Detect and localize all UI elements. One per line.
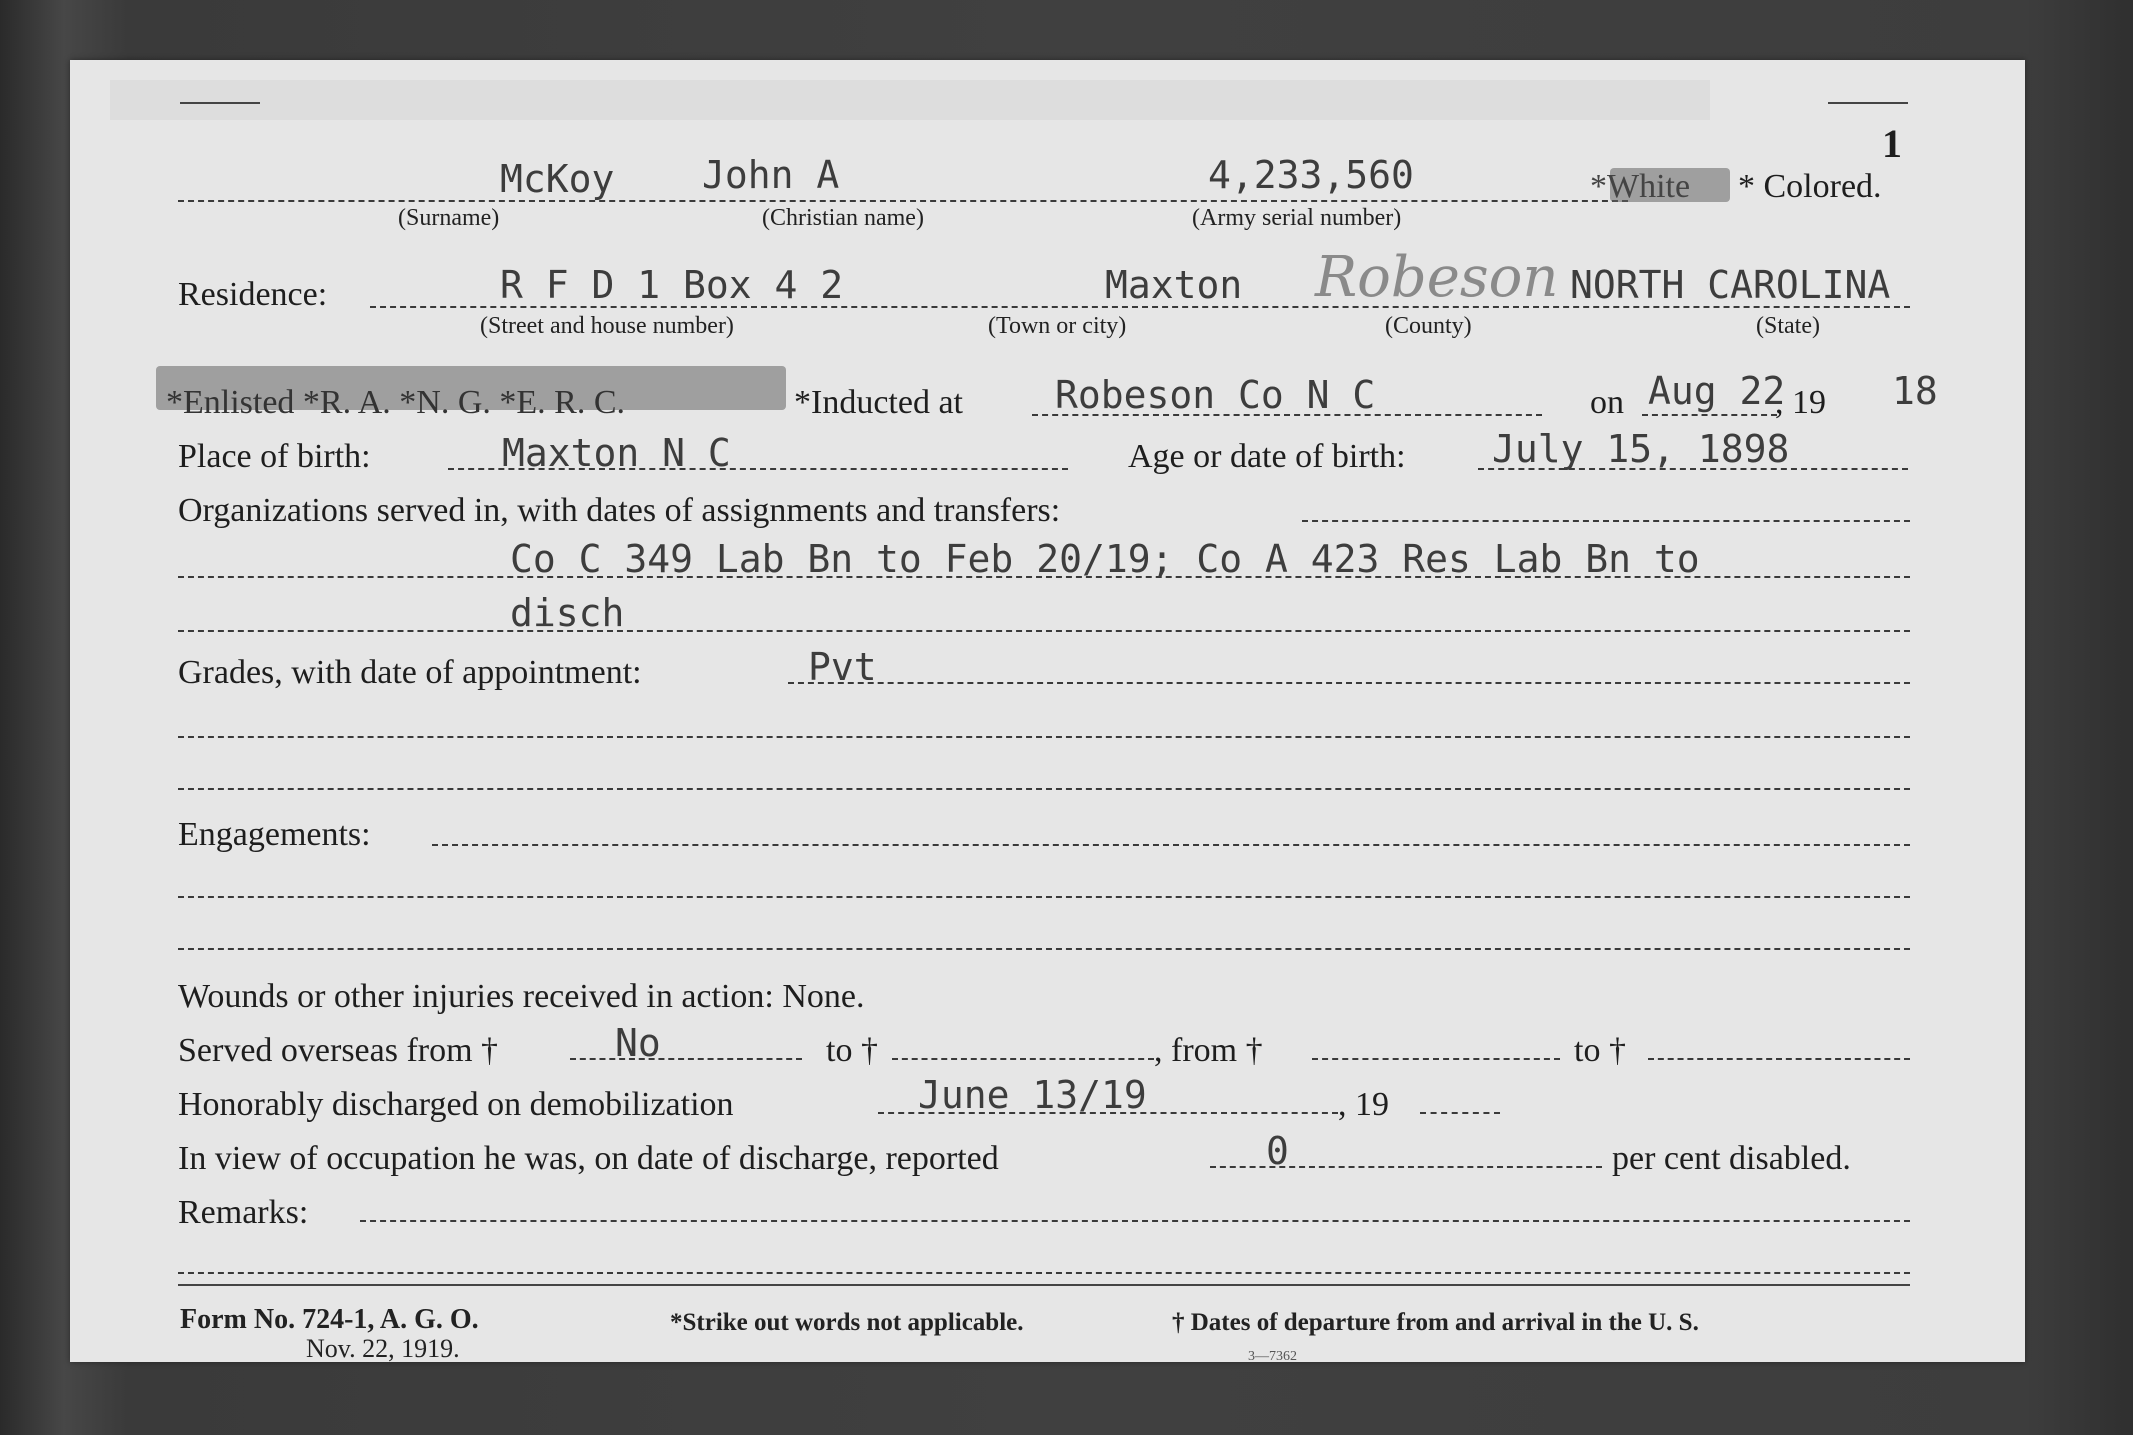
race-colored-label: * Colored. — [1738, 168, 1882, 205]
strike-out-note: *Strike out words not applicable. — [670, 1309, 1024, 1336]
name-line — [178, 200, 1628, 202]
organizations-line2-value: disch — [510, 591, 625, 635]
inducted-label: *Inducted at — [794, 384, 963, 421]
grade-value: Pvt — [808, 645, 877, 689]
enlisted-label: *Enlisted *R. A. *N. G. *E. R. C. — [166, 384, 626, 421]
grades-label: Grades, with date of appointment: — [178, 654, 642, 691]
remarks-line-1 — [178, 1272, 1910, 1274]
state-caption: (State) — [1756, 313, 1820, 339]
overseas-from-label: Served overseas from † — [178, 1032, 499, 1069]
corner-rule-right — [1828, 102, 1908, 104]
street-caption: (Street and house number) — [480, 313, 734, 339]
grades-line-2 — [178, 788, 1910, 790]
birth-date-line — [1478, 468, 1908, 470]
on-label: on — [1590, 384, 1624, 421]
engagements-line-1 — [178, 896, 1910, 898]
disability-label: In view of occupation he was, on date of discharge, reported — [178, 1140, 999, 1177]
disability-value: 0 — [1266, 1129, 1289, 1173]
inducted-line — [1032, 414, 1542, 416]
inducted-at-value: Robeson Co N C — [1055, 373, 1376, 417]
overseas-to2-line — [1648, 1058, 1910, 1060]
grades-line-1 — [178, 736, 1910, 738]
organizations-line-0 — [1302, 520, 1910, 522]
residence-line — [370, 306, 1910, 308]
surname-caption: (Surname) — [398, 205, 500, 231]
town-value: Maxton — [1105, 263, 1243, 307]
surname-value: McKoy — [500, 157, 615, 201]
record-card — [70, 60, 2025, 1362]
overseas-from-value: No — [615, 1021, 661, 1065]
overseas-from2-label: , from † — [1154, 1032, 1263, 1069]
birthplace-value: Maxton N C — [502, 431, 731, 475]
engagements-label: Engagements: — [178, 816, 371, 853]
grades-line-0 — [788, 682, 1910, 684]
year-prefix: , 19 — [1775, 384, 1826, 421]
county-value: Robeson — [1315, 245, 1559, 310]
overseas-from-line — [570, 1058, 802, 1060]
christian-name-value: John A — [702, 153, 840, 197]
overseas-to-label: to † — [826, 1032, 878, 1069]
induction-date-value: Aug 22 — [1648, 369, 1786, 413]
serial-number-caption: (Army serial number) — [1192, 205, 1402, 231]
age-label: Age or date of birth: — [1128, 438, 1406, 475]
discharge-date-value: June 13/19 — [918, 1073, 1147, 1117]
disability-line — [1210, 1166, 1602, 1168]
overseas-from2-line — [1312, 1058, 1560, 1060]
residence-label: Residence: — [178, 276, 328, 313]
town-caption: (Town or city) — [988, 313, 1127, 339]
induction-year-value: 18 — [1892, 369, 1938, 413]
wounds-label: Wounds or other injuries received in action: None. — [178, 978, 865, 1015]
serial-number-value: 4,233,560 — [1208, 153, 1414, 197]
organizations-line1-value: Co C 349 Lab Bn to Feb 20/19; Co A 423 Res Lab Bn to — [510, 537, 1700, 581]
birthplace-label: Place of birth: — [178, 438, 371, 475]
birthplace-line — [448, 468, 1068, 470]
engagements-line-2 — [178, 948, 1910, 950]
street-value: R F D 1 Box 4 2 — [500, 263, 844, 307]
print-code: 3—7362 — [1248, 1349, 1297, 1364]
organizations-line-2 — [178, 630, 1910, 632]
discharge-label: Honorably discharged on demobilization — [178, 1086, 734, 1123]
organizations-line-1 — [178, 576, 1910, 578]
corner-rule-left — [180, 102, 260, 104]
christian-name-caption: (Christian name) — [762, 205, 924, 231]
engagements-line-0 — [432, 844, 1910, 846]
overseas-to2-label: to † — [1574, 1032, 1626, 1069]
discharge-year-line — [1420, 1112, 1500, 1114]
race-white-label: *White — [1590, 168, 1691, 205]
page-number: 1 — [1882, 121, 1902, 166]
form-number: Form No. 724-1, A. G. O. — [180, 1304, 479, 1335]
discharge-year-prefix: , 19 — [1338, 1086, 1389, 1123]
remarks-line-0 — [360, 1220, 1910, 1222]
induction-date-line — [1642, 414, 1777, 416]
footer-rule — [178, 1284, 1910, 1286]
county-caption: (County) — [1385, 313, 1472, 339]
disability-suffix: per cent disabled. — [1612, 1140, 1851, 1177]
state-value: NORTH CAROLINA — [1570, 263, 1891, 307]
form-date: Nov. 22, 1919. — [306, 1334, 460, 1363]
birth-date-value: July 15, 1898 — [1492, 427, 1790, 471]
organizations-label: Organizations served in, with dates of assignments and transfers: — [178, 492, 1061, 529]
bleed-through-texture — [110, 80, 1710, 120]
overseas-to-line — [892, 1058, 1154, 1060]
remarks-label: Remarks: — [178, 1194, 309, 1231]
discharge-line — [878, 1112, 1338, 1114]
dates-note: † Dates of departure from and arrival in the U. S. — [1172, 1309, 1699, 1336]
